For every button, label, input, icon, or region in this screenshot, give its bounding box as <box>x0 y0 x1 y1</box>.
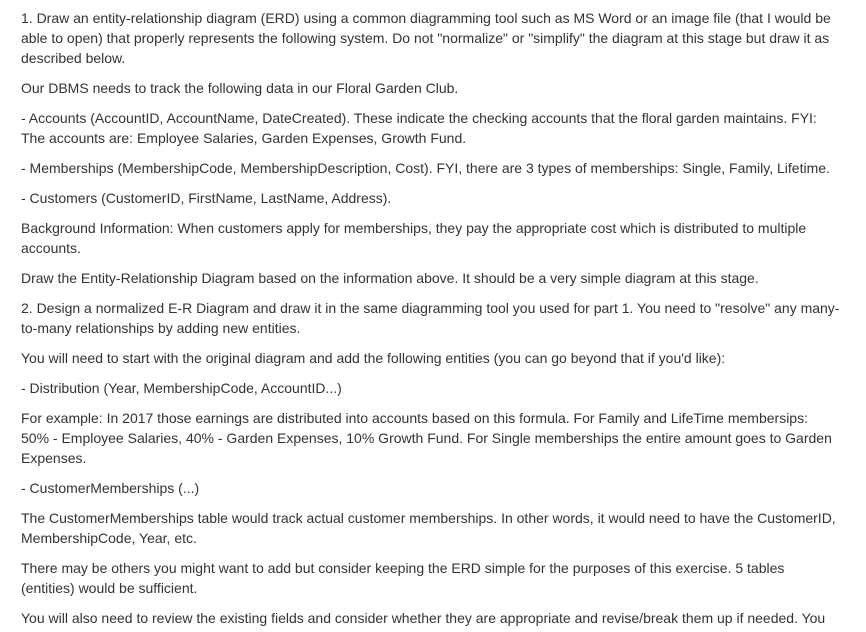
text-line: 2. Design a normalized E-R Diagram and draw it in the same diagramming tool you used for part 1. You need to "resolve" any many- <box>21 300 840 316</box>
text-line: MembershipCode, Year, etc. <box>21 530 197 546</box>
paragraph-others <box>21 558 856 598</box>
text-line: You will need to start with the original diagram and add the following entities (you can go beyond that if you'd like): <box>21 350 726 366</box>
paragraph-dbms-intro <box>21 78 856 98</box>
paragraph-memberships <box>21 158 856 178</box>
text-line: Background Information: When customers apply for memberships, they pay the appropriate cost which is distributed to multiple <box>21 220 807 236</box>
paragraph-review-fields <box>21 608 856 628</box>
paragraph-customer-memberships-detail <box>21 508 856 548</box>
text-line: Draw the Entity-Relationship Diagram based on the information above. It should be a very simple diagram at this stage. <box>21 270 759 286</box>
text-line: - Accounts (AccountID, AccountName, DateCreated). These indicate the checking accounts that the floral garden maintains. FYI: <box>21 110 817 126</box>
paragraph-example <box>21 408 856 468</box>
text-line: to-many relationships by adding new entities. <box>21 320 301 336</box>
text-line: able to open) that properly represents the following system. Do not "normalize" or "simplify" the diagram at this stage but draw it as <box>21 30 830 46</box>
text-line: (entities) would be sufficient. <box>21 580 198 596</box>
text-line: There may be others you might want to add but consider keeping the ERD simple for the purposes of this exercise. 5 tables <box>21 560 785 576</box>
paragraph-customer-memberships <box>21 478 856 498</box>
text-line: - Customers (CustomerID, FirstName, LastName, Address). <box>21 190 392 206</box>
text-line: - Distribution (Year, MembershipCode, AccountID...) <box>21 380 342 396</box>
paragraph-draw-erd <box>21 268 856 288</box>
text-line: 1. Draw an entity-relationship diagram (ERD) using a common diagramming tool such as MS Word or an image file (that I would be <box>21 10 831 26</box>
text-line: - CustomerMemberships (...) <box>21 480 200 496</box>
paragraph-background-info <box>21 218 856 258</box>
paragraph-accounts <box>21 108 856 148</box>
paragraph-part1-instructions <box>21 8 856 68</box>
text-line: described below. <box>21 50 126 66</box>
text-line: Expenses. <box>21 450 87 466</box>
text-line: 50% - Employee Salaries, 40% - Garden Expenses, 10% Growth Fund. For Single memberships the entire amount goes to Garden <box>21 430 832 446</box>
text-line: The CustomerMemberships table would track actual customer memberships. In other words, it would need to have the CustomerID, <box>21 510 836 526</box>
paragraph-add-entities <box>21 348 856 368</box>
text-line: The accounts are: Employee Salaries, Garden Expenses, Growth Fund. <box>21 130 467 146</box>
paragraph-part2-instructions <box>21 298 856 338</box>
text-line: Our DBMS needs to track the following data in our Floral Garden Club. <box>21 80 459 96</box>
paragraph-distribution <box>21 378 856 398</box>
text-line: You will also need to review the existing fields and consider whether they are appropriate and revise/break them up if needed. You <box>21 610 826 626</box>
text-line: - Memberships (MembershipCode, MembershipDescription, Cost). FYI, there are 3 types of memberships: Single, Family, Lifetime. <box>21 160 830 176</box>
paragraph-customers <box>21 188 856 208</box>
text-line: For example: In 2017 those earnings are distributed into accounts based on this formula. For Family and LifeTime membersips: <box>21 410 808 426</box>
text-line: accounts. <box>21 240 81 256</box>
